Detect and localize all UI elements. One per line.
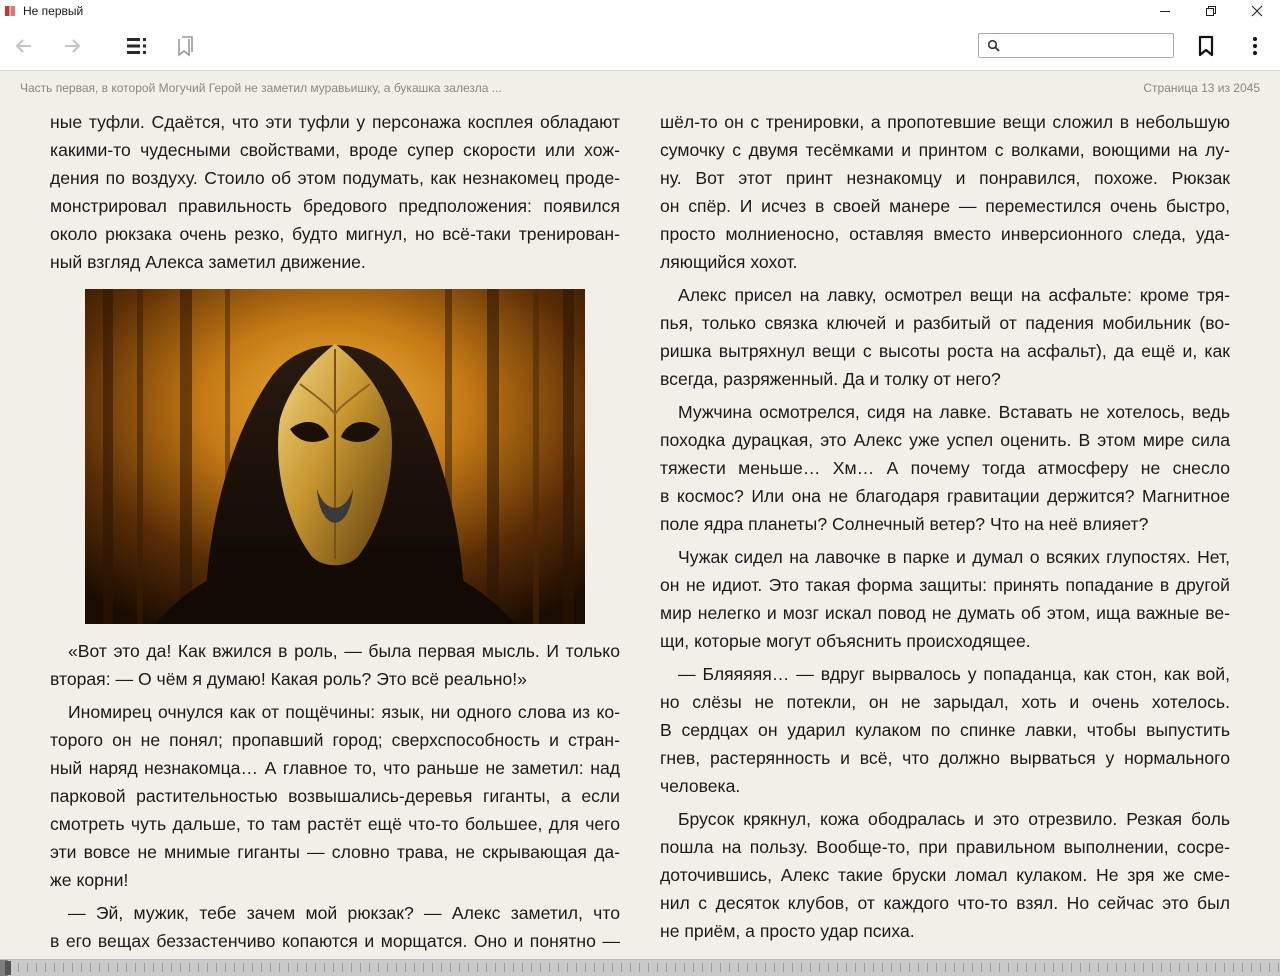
restore-icon <box>1205 5 1217 17</box>
paragraph <box>50 698 620 894</box>
text-line: торого он не понял; пропавший город; сверхспособность и стран- <box>50 730 620 750</box>
text-line: ный взгляд Алекса заметил движение. <box>50 252 366 272</box>
text-line: вторая: — О чём я думаю! Какая роль? Это всё реально!» <box>50 669 527 689</box>
paragraph <box>50 637 620 693</box>
forward-button[interactable] <box>58 32 86 60</box>
text-line: тяжести меньше… Хм… А почему тогда атмосферу не снесло <box>660 458 1230 478</box>
paragraph <box>660 543 1230 655</box>
window-controls <box>1142 0 1280 22</box>
text-line: В сердцах он ударил кулаком по спинке лавки, чтобы выпустить <box>660 720 1230 740</box>
text-line: — Эй, мужик, тебе зачем мой рюкзак? — Алекс заметил, что <box>68 903 620 923</box>
toolbar <box>0 22 1280 71</box>
restore-button[interactable] <box>1188 0 1234 22</box>
progress-thumb[interactable] <box>5 961 11 975</box>
paragraph <box>50 899 620 955</box>
text-line: монстрировал правильность бредового предположения: появился <box>50 196 620 216</box>
bookmarks-list-button[interactable] <box>171 32 199 60</box>
bookmarks-list-icon <box>175 35 195 57</box>
left-column <box>50 108 620 955</box>
more-menu-button[interactable] <box>1241 32 1269 60</box>
text-line: всегда, разряженный. Да и толку от него? <box>660 369 1001 389</box>
page-indicator: Страница 13 из 2045 <box>1143 81 1260 95</box>
right-column <box>660 108 1230 945</box>
text-line: Брусок крякнул, кожа ободралась и это отрезвило. Резкая боль <box>678 809 1230 829</box>
contents-list-icon <box>126 36 148 56</box>
paragraph <box>660 398 1230 538</box>
text-line: «Вот это да! Как вжился в роль, — была первая мысль. И только <box>68 641 620 661</box>
back-arrow-icon <box>14 36 34 56</box>
text-line: он не идиот. Это такая форма защиты: принять попадание в другой <box>660 575 1230 595</box>
text-line: в его вещах беззастенчиво копаются и морщатся. Оно и понятно — <box>50 931 620 951</box>
search-icon <box>987 39 1001 53</box>
text-line: мир нелегко и мозг искал повод не думать об этом, ища важные ве- <box>660 603 1230 623</box>
text-line: — Бляяяяя… — вдруг вырвалось у попаданца, как стон, как вой, <box>678 664 1230 684</box>
text-line: шёл-то он с тренировки, а пропотевшие вещи сложил в небольшую <box>660 112 1230 132</box>
text-line: ные туфли. Сдаётся, что эти туфли у персонажа косплея обладают <box>50 112 620 132</box>
text-line: ну. Вот этот принт незнакомцу и понравился, похоже. Рюкзак <box>660 168 1230 188</box>
text-line: же корни! <box>50 870 129 890</box>
text-line: Чужак сидел на лавочке в парке и думал о всяких глупостях. Нет, <box>678 547 1230 567</box>
text-line: Иномирец очнулся как от пощёчины: язык, ни одного слова из ко- <box>68 702 620 722</box>
text-line: он спёр. И исчез в своей манере — переместился очень быстро, <box>660 196 1230 216</box>
text-line: в космос? Или она не благодаря гравитации держится? Магнитное <box>660 486 1230 506</box>
text-line: ный наряд незнакомца… А главное то, что раньше не заметил: над <box>50 758 620 778</box>
text-line: гнев, растерянность и всё, что должно вырваться у нормального <box>660 748 1230 768</box>
window-title: Не первый <box>23 4 84 18</box>
search-box[interactable] <box>978 33 1174 58</box>
hooded-masked-figure-image <box>85 289 585 624</box>
contents-button[interactable] <box>123 32 151 60</box>
paragraph <box>660 108 1230 276</box>
book-illustration <box>85 289 585 624</box>
paragraph <box>660 660 1230 800</box>
reading-progress-bar[interactable] <box>0 959 1280 976</box>
title-bar <box>0 0 1280 22</box>
text-line: дения по воздуху. Стоило об этом подумать, как незнакомец проде- <box>50 168 620 188</box>
text-line: сумочку с двумя тесёмками и принтом с волками, воющими на лу- <box>660 140 1230 160</box>
text-line: доточившись, Алекс такие бруски ломал кулаком. Не зря же сме- <box>660 865 1230 885</box>
running-header <box>20 81 1260 95</box>
progress-ticks <box>0 963 1280 972</box>
text-line: но слёзы не потекли, он не зарыдал, хоть и очень хотелось. <box>660 692 1230 712</box>
text-line: ляющийся хохот. <box>660 252 798 272</box>
text-line: походка дурацкая, это Алекс уже успел оценить. В этом мире сила <box>660 430 1230 450</box>
forward-arrow-icon <box>62 36 82 56</box>
text-line: какими-то чудесными свойствами, вроде супер скорости или хож- <box>50 140 620 160</box>
text-line: поле ядра планеты? Солнечный ветер? Что на неё влияет? <box>660 514 1149 534</box>
add-bookmark-button[interactable] <box>1192 32 1220 60</box>
text-line: эти вовсе не мнимые гиганты — словно трава, не скрывающая да- <box>50 842 620 862</box>
back-button[interactable] <box>10 32 38 60</box>
close-button[interactable] <box>1234 0 1280 22</box>
text-line: нил с десяток клубов, от каждого что-то взял. Но сейчас это был <box>660 893 1230 913</box>
app-book-icon <box>3 4 17 18</box>
paragraph <box>660 805 1230 945</box>
minimize-icon <box>1159 5 1171 17</box>
text-line: Алекс присел на лавку, осмотрел вещи на асфальте: кроме тря- <box>678 285 1230 305</box>
text-line: не приём, а просто удар психа. <box>660 921 915 941</box>
text-line: около рюкзака очень резко, будто мигнул, но всё-таки тренирован- <box>50 224 620 244</box>
close-icon <box>1251 5 1263 17</box>
bookmark-icon <box>1197 35 1215 57</box>
text-line: ришка вытряхнул вещи с высоты роста на асфальт), да ещё и, как <box>660 341 1230 361</box>
chapter-title: Часть первая, в которой Могучий Герой не заметил муравьишку, а букашка залезла ... <box>20 81 502 95</box>
text-line: парковой растительностью возвышались-деревья гиганты, а если <box>50 786 620 806</box>
minimize-button[interactable] <box>1142 0 1188 22</box>
text-line: щи, которые могут объяснить происходящее. <box>660 631 1031 651</box>
reader-page[interactable] <box>0 71 1280 959</box>
more-vert-icon <box>1252 36 1258 56</box>
text-line: пья, только связка ключей и разбитый от падения мобильник (во- <box>660 313 1230 333</box>
paragraph <box>660 281 1230 393</box>
search-input[interactable] <box>1005 36 1173 57</box>
text-line: просто молниеносно, оставляя вместо инверсионного следа, уда- <box>660 224 1230 244</box>
text-line: человека. <box>660 776 741 796</box>
paragraph <box>50 108 620 276</box>
text-line: пошла на пользу. Вообще-то, при правильном выполнении, сосре- <box>660 837 1230 857</box>
text-line: Мужчина осмотрелся, сидя на лавке. Вставать не хотелось, ведь <box>678 402 1230 422</box>
text-line: смотреть чуть дальше, то там растёт ещё что-то большее, для чего <box>50 814 620 834</box>
